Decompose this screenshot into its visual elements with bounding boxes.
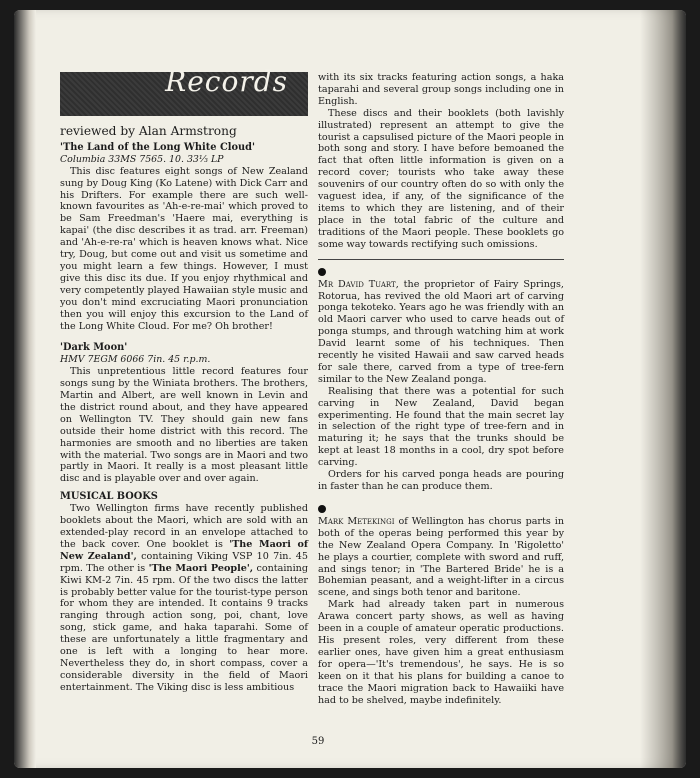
- album-title: 'The Land of the Long White Cloud': [60, 141, 255, 153]
- bullet-icon: [318, 268, 326, 276]
- album-review: This unpretentious little record features four songs sung by the Winiata brothers. The brothers, Martin and Albert, are well known in Levin and the district round about, and they have appeared on Wellington TV. They should gain new fans outside their home district with this record. The harmonies are smooth and no liberties are taken with the material. Two songs are in Maori and two partly in Maori. It really is a most pleasant little disc and is playable over and over again.: [60, 366, 308, 485]
- album-catalog: Columbia 33MS 7565. 10. 33⅓ LP: [60, 153, 224, 165]
- left-column: [60, 65, 308, 694]
- metekingi-paragraph: Mark Metekingi of Wellington has chorus parts in both of the operas being performed this year by the New Zealand Opera Company. In 'Rigoletto' he plays a courtier, complete with sword and ruff, and sings tenor; in 'The Bartered Bride' he is a Bohemian peasant, and a weight-lifter in a circus scene, and sings both tenor and baritone.: [318, 515, 564, 599]
- continued-text: with its six tracks featuring action songs, a haka taparahi and several group songs including one in English.: [318, 72, 564, 107]
- album-title: 'Dark Moon': [60, 342, 128, 354]
- banner-title: Records: [165, 65, 288, 98]
- right-column: [318, 72, 564, 706]
- person-name: Mark Metekingi: [318, 515, 395, 527]
- album-review: This disc features eight songs of New Zealand sung by Doug King (Ko Latene) with Dick Carr and his Drifters. For example there are such well-known favourites as 'Ah-e-re-mai' which proved to be Sam Freedman's 'Haere mai, everything is kapai' (the disc describes it as trad. arr. Freeman) and 'Ah-e-re-ra' which is heaven knows what. Nice try, Doug, but come out and visit us sometime and you might learn a few things. However, I must give this disc its due. If you enjoy rhythmical and very competently played Hawaiian style music and you don't mind excruciating Maori pronunciation then you will enjoy this excursion to the Land of the Long White Cloud. For me? Oh brother!: [60, 165, 308, 332]
- tuart-paragraph: Realising that there was a potential for such carving in New Zealand, David began experimenting. He found that the main secret lay in selection of the right type of tree-fern and in maturing it; he says that the trunks should be kept at least 18 months in a cool, dry spot before carving.: [318, 385, 564, 469]
- tuart-paragraph: Mr David Tuart, the proprietor of Fairy Springs, Rotorua, has revived the old Maori art of carving ponga tekoteko. Years ago he was friendly with an old Maori carver who used to carve heads out of ponga stumps, and through watching him at work David learnt some of his techniques. Then recently he visited Hawaii and saw carved heads for sale there, carved from a type of tree-fern similar to the New Zealand ponga.: [318, 278, 564, 385]
- reviewer-byline: reviewed by Alan Armstrong: [60, 124, 237, 138]
- musical-books-text: Two Wellington firms have recently published booklets about the Maori, which are sold with an extended-play record in an envelope attached to the back cover. One booklet is 'The Maori of New Zealand', containing Viking VSP 10 7in. 45 rpm. The other is 'The Maori People', containing Kiwi KM-2 7in. 45 rpm. Of the two discs the latter is probably better value for the tourist-type person for whom they are intended. It contains 9 tracks ranging through action song, poi, chant, love song, stick game, and haka taparahi. Some of these are unfortunately a little fragmentary and one is left with a longing to hear more. Nevertheless they do, in short compass, cover a considerable diversity in the field of Maori entertainment. The Viking disc is less ambitious: [60, 503, 308, 693]
- metekingi-paragraph: Mark had already taken part in numerous Arawa concert party shows, as well as having been in a couple of amateur operatic productions. His present roles, very different from these earlier ones, have given him a great enthusiasm for opera—'It's tremendous', he says. He is so keen on it that his plans for building a canoe to trace the Maori migration back to Hawaiiki have had to be shelved, maybe indefinitely.: [318, 599, 564, 706]
- bullet-icon: [318, 505, 326, 513]
- book-title: 'The Maori of New Zealand',: [60, 538, 308, 562]
- section-divider: [318, 259, 564, 260]
- book-title: 'The Maori People',: [148, 562, 254, 574]
- page-gutter: [14, 10, 36, 768]
- records-banner: [60, 65, 308, 116]
- tuart-paragraph: Orders for his carved ponga heads are pouring in faster than he can produce them.: [318, 469, 564, 492]
- album-catalog: HMV 7EGM 6066 7in. 45 r.p.m.: [60, 354, 211, 366]
- page-number: 59: [311, 736, 325, 747]
- booklets-paragraph: These discs and their booklets (both lavishly illustrated) represent an attempt to give the tourist a capsulised picture of the Maori people in both song and story. I have before bemoaned the fact that often little information is given on a record cover; tourists who take away these souvenirs of our country often do so with only the vaguest idea, if any, of the significance of the items to which they are listening, and of their place in the total fabric of the culture and traditions of the Maori people. These booklets go some way towards rectifying such omissions.: [318, 107, 564, 250]
- person-name: Mr David Tuart,: [318, 278, 399, 290]
- section-heading: MUSICAL BOOKS: [60, 491, 158, 503]
- page-edge-shadow: [640, 10, 686, 768]
